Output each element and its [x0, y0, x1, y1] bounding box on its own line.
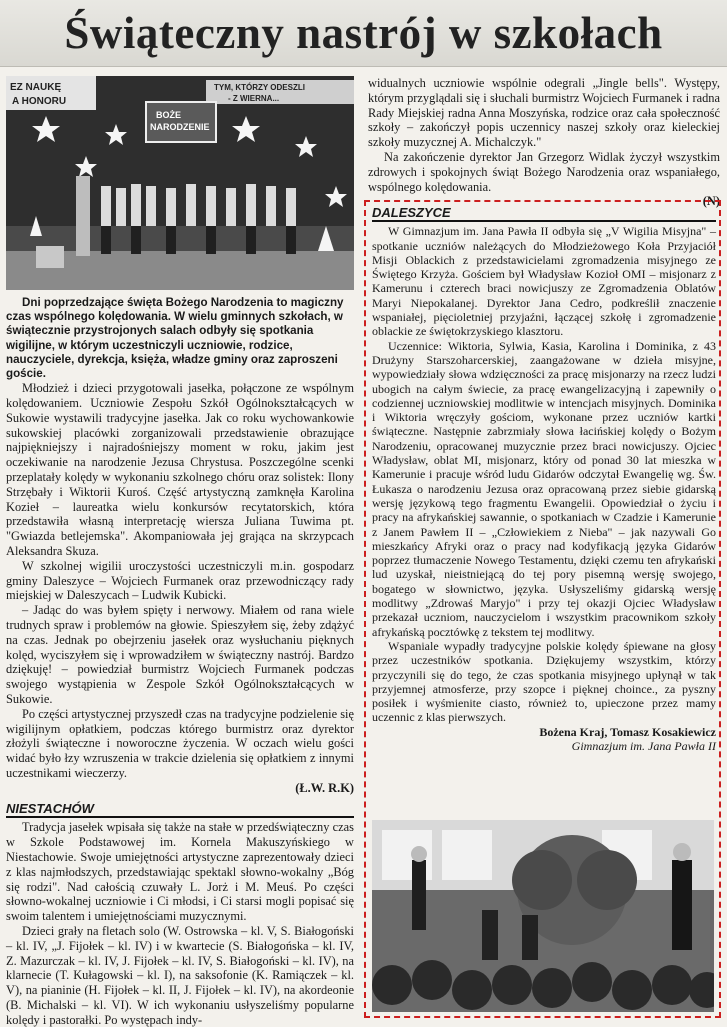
svg-text:NARODZENIE: NARODZENIE — [150, 122, 210, 132]
signature: (N) — [702, 194, 720, 209]
right-top-column — [368, 76, 720, 209]
paragraph: Na zakończenie dyrektor Jan Grzegorz Widlak życzył wszystkim zdrowych i spokojnych świąt Bożego Narodzenia oraz wspaniałego, wspólnego kolędowania. — [368, 149, 720, 194]
paragraph: widualnych uczniowie wspólnie odegrali „Jingle bells". Występy, którym przyglądali się i słuchali burmistrz Wojciech Furmanek i radna Rady Miejskiej radna Anna Moszyńska, rodzice oraz cała społeczność szkoły – zakończył popis uczennicy naszej szkoły oraz kieleckiej szkoły muzycznej A. Michalczyk." — [368, 76, 720, 150]
left-column — [6, 296, 354, 1027]
paragraph: Wspaniale wypadły tradycyjne polskie kolędy śpiewane na głosy przez uczestników spotkania. Dziękujemy wszystkim, którzy przyczynili się do tego, że czas spotkania misyjnego upłynął w tak przyjemnej atmosferze, przy szopce i pięknej choince., za pyszny posiłek i wyśmienite ciasto, również to, upieczone przez mamy uczennic z klas pierwszych. — [372, 638, 716, 725]
author: Bożena Kraj, Tomasz Kosakiewicz — [539, 724, 716, 739]
paragraph: W Gimnazjum im. Jana Pawła II odbyła się „V Wigilia Misyjna" – spotkanie uczniów należących do Młodzieżowego Koła Przyjaciół Misji Oblackich z przedstawicielami zgromadzenia misyjnego ze Świętego Krzyża. Gościem był Władysław Kozioł OMI – misjonarz z Kamerunu i czterech braci nowicjuszy ze Zgromadzenia Oblatów Maryi Niepokalanej. Dyrektor Jana Cedro, podkreślił znaczenie wspaniałej, pięcioletniej przyjaźni, łączącej szkołę i zgromadzenie oblackie ze świętokrzyskiego klasztoru. — [372, 224, 716, 339]
paragraph: W szkolnej wigilii uroczystości uczestniczyli m.in. gospodarz gminy Daleszyce – Wojciech Furmanek oraz przewodniczący rady miejskiej w Daleszycach – Ludwik Kubicki. — [6, 558, 354, 603]
section-heading: NIESTACHÓW — [6, 802, 354, 819]
headline: Świąteczny nastrój w szkołach — [0, 0, 727, 67]
section-heading: DALESZYCE — [372, 206, 716, 222]
svg-text:BOŻE: BOŻE — [156, 110, 182, 120]
paragraph: Młodzież i dzieci przygotowali jasełka, połączone ze wspólnym kolędowaniem. Uczniowie Zespołu Szkół Ogólnokształcących w Sukowie wystawili tradycyjne jasełka. Jak co roku wychowankowie sukowskiej placówki zorganizowali przedstawienie obrazujące najpiękniejszy i najradośniejszy moment w roku, jakim jest oczekiwanie na narodzenie Jezusa Chrystusa. Poszczególne scenki przeplatały kolędy w wykonaniu szkolnego chóru oraz solistek: Ilony Strzębały i Wiktorii Kuroś. Część artystyczną zamknęła Karolina Kozieł – laureatka wielu konkursów recytatorskich, która przedstawiła własną interpretację wiersza Juliana Tuwima pt. "Gwiazda betlejemska". Akompaniowała jej grająca na skrzypcach Aleksandra Skuza. — [6, 381, 354, 558]
svg-text:A HONORU: A HONORU — [12, 96, 67, 107]
affiliation: Gimnazjum im. Jana Pawła II — [571, 738, 716, 753]
paragraph: – Jadąc do was byłem spięty i nerwowy. Miałem od rana wiele trudnych spraw i problemów na głowie. Spieszyłem się, żeby zdążyć na czas. Jednak po obejrzeniu jasełek oraz wysłuchaniu pięknych kolęd, wyciszyłem się i wprowadziłem w świąteczny nastrój. Bardzo dziękuję! – powiedział burmistrz Wojciech Furmanek podczas swojego wystąpienia w Zespole Szkół Ogólnokształcących w Sukowie. — [6, 603, 354, 706]
school-stage-photo — [6, 76, 354, 290]
paragraph: Uczennice: Wiktoria, Sylwia, Kasia, Karolina i Dominika, z 43 Drużyny Starszoharcerskiej, zaangażowane w dzieła misyjne, wypowiedziały słowa wdzięczności za pracę misjonarzy na rzecz ludzi ubogich na całym świecie, za pracę ewangelizacyjną i zapewniły o codziennej uczniowskiej modlitwie w intencjach misyjnych. Dominika i Wiktoria wręczyły gościom, wykonane przez uczniów kartki świąteczne. Następnie zabrzmiały słowa łacińskiej kolędy o Bożym Narodzeniu, opracowanej muzycznie przez braci nowicjuszy. Ojciec Władysław, oblat MI, misjonarz, który od ponad 30 lat mieszka w Kamerunie i pracuje wśród ludu Gidarów odczytał Ewangelię wg. Św. Łukasza o narodzeniu Jezusa oraz opracowaną przez siebie gidarską wersję językową tego fragmentu Ewangelii. Opowiedział o życiu i pracy na afrykańskiej sawannie, o spotkaniach w Czadzie i Kamerunie z Janem Pawłem II – „Człowiekiem z Nieba" – jak nazywali Go mieszkańcy Afryki oraz o pracy nad kodyfikacją języka Gidarów poprzez tłumaczenie Nowego Testamentu, dzięki czemu ten afrykański lud uzyskał, nieistniejącą do tej pory pisemną wersję swojego, bogatego w słownictwo, języka. Usłyszeliśmy gidarską wersję modlitwy „Zdrowaś Maryjo" i przy tej okazji Ojciec Władysław przekazał uczniom, nauczycielom i wszystkim pracownikom szkoły afrykańską pocztówkę z tekstem tej modlitwy. — [372, 338, 716, 639]
lead-paragraph: Dni poprzedzające święta Bożego Narodzenia to magiczny czas wspólnego kolędowania. W wielu gminnych szkołach, w świątecznie przystrojonych salach odbyły się spotkania wigilijne, w którym uczestniczyli uczniowie, rodzice, nauczyciele, dyrekcja, księża, władze gminy oraz zaproszeni goście. — [6, 296, 344, 381]
signature: (Ł.W. R.K) — [295, 780, 354, 795]
paragraph: Po części artystycznej przyszedł czas na tradycyjne podzielenie się wigilijnym opłatkiem, podczas którego burmistrz oraz dyrektor złożyli świąteczne i noworoczne życzenia. W oczach wielu gości widać było łzy wzruszenia w trakcie dzielenia się opłatkiem z innymi uczestnikami wieczerzy. — [6, 706, 354, 780]
missionary-meeting-photo — [372, 820, 714, 1012]
svg-text:- Z WIERNA...: - Z WIERNA... — [228, 94, 280, 103]
paragraph: Tradycja jasełek wpisała się także na stałe w przedświąteczny czas w Szkole Podstawowej im. Kornela Makuszyńskiego w Niestachowie. Swoje umiejętności artystyczne zaprezentowały dzieci z klas najmłodszych, przedstawiając spektakl słowno-wokalny „Bóg się rodzi". Nad całością czuwały L. Jorż i M. Meuś. Po części słowno-wokalnej uczniowie i Ci młodsi, i Ci starsi mogli popisać się swoim talentem i umiejętnościami muzycznymi. — [6, 820, 354, 924]
svg-text:TYM, KTÓRZY ODESZLI: TYM, KTÓRZY ODESZLI — [214, 83, 305, 92]
daleszyce-column — [372, 204, 716, 753]
stage-illustration — [6, 76, 354, 290]
svg-text:EZ NAUKĘ: EZ NAUKĘ — [10, 82, 62, 93]
paragraph: Dzieci grały na fletach solo (W. Ostrowska – kl. V, S. Białogoński – kl. IV, „J. Fijołek – kl. IV) i w kwartecie (S. Białogońska – kl. IV, Z. Mazurczak – kl. IV, J. Fijołek – kl. IV, S. Białogoński – kl. IV), na klarnecie (T. Kułagowski – kl. I), na saksofonie (K. Ramiączek – kl. V), na pianinie (H. Fijołek – kl. II, J. Fijołek – kl. IV), na akordeonie (B. Michalski – kl. VI). W ich wykonaniu usłyszeliśmy popularne kolędy i pastorałki. Po występach indy- — [6, 923, 354, 1027]
meeting-illustration — [372, 820, 714, 1012]
